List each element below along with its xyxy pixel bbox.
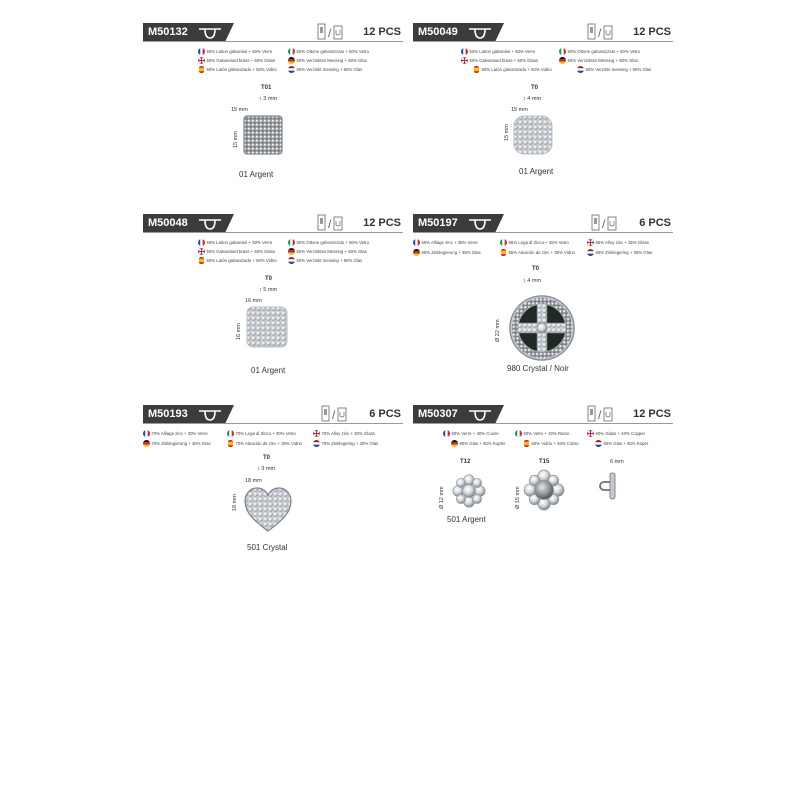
flag-fr-icon [198, 239, 205, 246]
width-dimension: 18 mm [245, 478, 262, 484]
material-nl: 50% Verzinkt messing + 50% Glas [577, 65, 651, 75]
material-nl: 65% Zinklegering + 35% Glas [587, 248, 652, 258]
flag-gb-icon [587, 239, 594, 246]
header-rule [413, 41, 673, 42]
flag-it-icon [559, 48, 566, 55]
width-dimension: 16 mm [245, 298, 262, 304]
material-de: 65% Zinklegierung + 35% Glas [413, 248, 481, 258]
flag-nl-icon [288, 66, 295, 73]
flag-nl-icon [577, 66, 584, 73]
flag-gb-icon [587, 430, 594, 437]
svg-text:/: / [598, 408, 602, 422]
material-gb: 50% Galvanised brass + 50% Glass [198, 247, 275, 257]
button-image-square-pave [243, 115, 283, 155]
diameter-dimension: Ø 22 mm [495, 319, 501, 342]
material-gb: 50% Galvanised brass + 50% Glass [198, 56, 275, 66]
flag-it-icon [288, 239, 295, 246]
material-es: 50% Latón galvanizado + 50% Vidrio [473, 65, 552, 75]
product-header [143, 23, 403, 43]
material-it: 65% Lega di Zinco + 35% Vetro [500, 238, 569, 248]
product-card-m50193 [143, 405, 403, 590]
product-code: M50132 [148, 26, 188, 38]
material-it: 50% Ottone galvanizzato + 50% Vetro [288, 47, 369, 57]
size-label-t12: T12 [460, 459, 471, 465]
flag-fr-icon [413, 239, 420, 246]
flag-it-icon [288, 48, 295, 55]
product-card-m50132 [143, 23, 403, 208]
finish-label: 01 Argent [251, 366, 286, 375]
flag-it-icon [500, 239, 507, 246]
diameter-dimension-t15: Ø 15 mm [515, 486, 521, 509]
flag-nl-icon [313, 440, 320, 447]
shank-loop-icon [469, 409, 491, 421]
header-rule [143, 423, 403, 424]
flag-de-icon [413, 249, 420, 256]
product-code: M50307 [418, 408, 458, 420]
flag-de-icon [451, 440, 458, 447]
pack-quantity: 12 PCS [633, 408, 671, 420]
tube-icon [585, 405, 615, 423]
side-shank-dimension: 6 mm [610, 459, 624, 465]
flag-de-icon [288, 57, 295, 64]
product-card-m50307 [413, 405, 673, 590]
button-side-view-shank [596, 471, 620, 501]
product-code: M50193 [148, 408, 188, 420]
flag-es-icon [523, 440, 530, 447]
flag-nl-icon [288, 257, 295, 264]
tube-icon [589, 214, 619, 232]
material-gb: 60% Glass + 40% Copper [587, 429, 645, 439]
material-de: 60% Glas + 40% Kupfer [451, 439, 505, 449]
material-it: 50% Ottone galvanizzato + 50% Vetro [559, 47, 640, 57]
flag-gb-icon [313, 430, 320, 437]
tube-icon [585, 23, 615, 41]
flag-es-icon [500, 249, 507, 256]
tube-icon [315, 23, 345, 41]
shank-size-label: T01 [261, 85, 272, 91]
flag-fr-icon [143, 430, 150, 437]
material-fr: 65% Alliage zinc + 35% Verre [413, 238, 478, 248]
height-dimension: 15 mm [504, 124, 510, 141]
material-es: 65% Aleación de zinc + 35% Vidrio [500, 248, 575, 258]
material-fr: 50% Laiton galvanisé + 50% Verre [198, 238, 272, 248]
material-gb: 50% Galvanised brass + 50% Glass [461, 56, 538, 66]
flag-fr-icon [198, 48, 205, 55]
button-image-flower-crystal-small [451, 473, 487, 509]
finish-label: 01 Argent [519, 167, 554, 176]
product-header [413, 23, 673, 43]
svg-text:/: / [598, 26, 602, 40]
material-de: 50% Verzinktes Messing + 50% Glas [288, 56, 367, 66]
svg-text:/: / [328, 26, 332, 40]
material-nl: 70% Zinklegering + 30% Glas [313, 439, 378, 449]
shank-dimension: ↕ 3 mm [259, 96, 278, 102]
material-it: 60% Vetro + 40% Rame [515, 429, 569, 439]
shank-loop-icon [469, 218, 491, 230]
flag-es-icon [198, 66, 205, 73]
button-image-rounded-square-crystal [513, 115, 553, 155]
product-header [413, 405, 673, 425]
material-es: 70% Aleación de zinc + 30% Vidrio [227, 439, 302, 449]
material-fr: 50% Laiton galvanisé + 50% Verre [198, 47, 272, 57]
flag-gb-icon [198, 248, 205, 255]
material-fr: 70% Alliage zinc + 30% Verre [143, 429, 208, 439]
material-gb: 65% Alloy zinc + 35% Glass [587, 238, 649, 248]
flag-de-icon [143, 440, 150, 447]
material-it: 70% Lega di Zinco + 30% Vetro [227, 429, 296, 439]
flag-nl-icon [595, 440, 602, 447]
flag-es-icon [227, 440, 234, 447]
material-es: 50% Latón galvanizado + 50% Vidrio [198, 65, 277, 75]
product-code: M50048 [148, 217, 188, 229]
svg-text:/: / [332, 408, 336, 422]
width-dimension: 15 mm [231, 107, 248, 113]
flag-gb-icon [461, 57, 468, 64]
material-nl: 50% Verzinkt messing + 50% Glas [288, 65, 362, 75]
material-it: 50% Ottone galvanizzato + 50% Vetro [288, 238, 369, 248]
product-header [143, 405, 403, 425]
material-de: 70% Zinklegierung + 30% Glas [143, 439, 211, 449]
button-image-flower-crystal-large [523, 469, 565, 511]
flag-it-icon [227, 430, 234, 437]
product-header [413, 214, 673, 234]
product-code: M50197 [418, 217, 458, 229]
svg-text:/: / [602, 217, 606, 231]
shank-size-label: T0 [531, 85, 539, 91]
size-label-t15: T15 [539, 459, 550, 465]
flag-de-icon [559, 57, 566, 64]
width-dimension: 15 mm [511, 107, 528, 113]
pack-quantity: 12 PCS [363, 26, 401, 38]
product-code: M50049 [418, 26, 458, 38]
button-image-heart-crystal [243, 487, 293, 533]
shank-loop-icon [199, 409, 221, 421]
material-nl: 60% Glas + 40% Koper [595, 439, 648, 449]
shank-dimension: ↕ 4 mm [523, 96, 542, 102]
finish-label: 01 Argent [239, 170, 274, 179]
header-rule [143, 232, 403, 233]
pack-quantity: 12 PCS [633, 26, 671, 38]
svg-text:/: / [328, 217, 332, 231]
flag-gb-icon [198, 57, 205, 64]
pack-quantity: 6 PCS [639, 217, 671, 229]
header-rule [413, 232, 673, 233]
tube-icon [315, 214, 345, 232]
flag-es-icon [473, 66, 480, 73]
flag-it-icon [515, 430, 522, 437]
material-de: 50% Verzinktes Messing + 50% Glas [288, 247, 367, 257]
flag-de-icon [288, 248, 295, 255]
shank-loop-icon [469, 27, 491, 39]
shank-size-label: T0 [265, 276, 273, 282]
product-header [143, 214, 403, 234]
flag-nl-icon [587, 249, 594, 256]
product-card-m50048 [143, 214, 403, 399]
finish-label: 501 Crystal [247, 543, 288, 552]
finish-label: 501 Argent [447, 515, 486, 524]
diameter-dimension-t12: Ø 12 mm [439, 486, 445, 509]
material-nl: 50% Verzinkt messing + 50% Glas [288, 256, 362, 266]
product-card-m50197 [413, 214, 673, 399]
header-rule [143, 41, 403, 42]
flag-fr-icon [443, 430, 450, 437]
flag-es-icon [198, 257, 205, 264]
material-de: 50% Verzinktes Messing + 50% Glas [559, 56, 638, 66]
shank-dimension: ↕ 4 mm [523, 278, 542, 284]
tube-icon [319, 405, 349, 423]
material-gb: 70% Alloy zinc + 30% Glass [313, 429, 375, 439]
pack-quantity: 12 PCS [363, 217, 401, 229]
material-fr: 50% Laiton galvanisé + 50% Verre [461, 47, 535, 57]
shank-loop-icon [199, 218, 221, 230]
material-es: 50% Latón galvanizado + 50% Vidrio [198, 256, 277, 266]
material-fr: 60% Verre + 40% Cuivre [443, 429, 499, 439]
flag-fr-icon [461, 48, 468, 55]
shank-dimension: ↕ 3 mm [257, 466, 276, 472]
button-image-round-cross-black [508, 294, 576, 362]
shank-loop-icon [199, 27, 221, 39]
button-image-square-crystal [246, 306, 288, 348]
shank-size-label: T0 [532, 266, 540, 272]
height-dimension: 18 mm [232, 494, 238, 511]
material-es: 60% Vidrio + 40% Cobre [523, 439, 579, 449]
header-rule [413, 423, 673, 424]
pack-quantity: 6 PCS [369, 408, 401, 420]
height-dimension: 16 mm [236, 323, 242, 340]
product-card-m50049 [413, 23, 673, 208]
shank-size-label: T0 [263, 455, 271, 461]
finish-label: 980 Crystal / Noir [507, 364, 569, 373]
height-dimension: 15 mm [233, 131, 239, 148]
shank-dimension: ↕ 5 mm [259, 287, 278, 293]
